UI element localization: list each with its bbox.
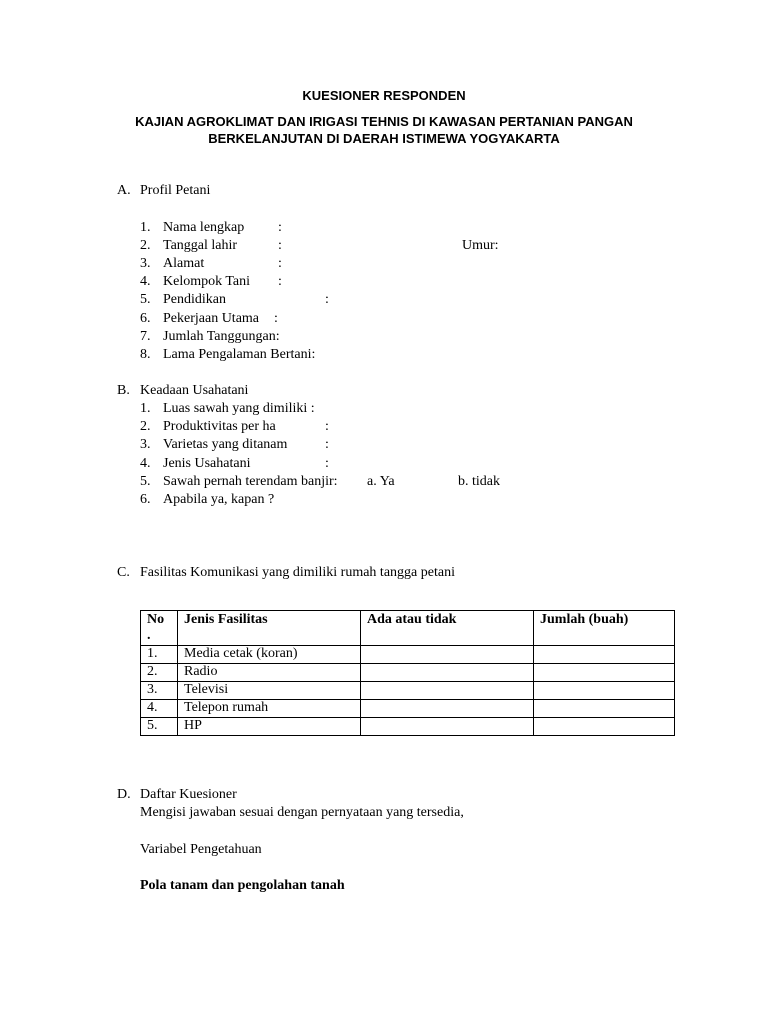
table-cell-no: 3. [141, 682, 178, 700]
list-item-number: 4. [140, 456, 151, 471]
table-cell-jumlah [534, 664, 675, 682]
field-label-jumlah-tanggungan: Jumlah Tanggungan: [163, 329, 280, 344]
field-colon: : [325, 419, 329, 434]
table-cell-ada [361, 664, 534, 682]
field-label-tanggal-lahir: Tanggal lahir [163, 238, 238, 253]
table-cell-ada [361, 682, 534, 700]
list-item-number: 1. [140, 220, 151, 235]
field-colon: : [278, 238, 282, 253]
field-label-produktivitas: Produktivitas per ha [163, 419, 276, 434]
field-colon: : [325, 437, 329, 452]
list-item-number: 6. [140, 311, 151, 326]
section-d-heading: Daftar Kuesioner [140, 787, 237, 802]
field-label-jenis-usahatani: Jenis Usahatani [163, 456, 251, 471]
table-cell-no: 4. [141, 700, 178, 718]
table-cell-jenis: Radio [178, 664, 361, 682]
list-item-number: 3. [140, 437, 151, 452]
table-cell-ada [361, 646, 534, 664]
list-item-number: 3. [140, 256, 151, 271]
list-item-number: 2. [140, 238, 151, 253]
field-colon: : [274, 311, 278, 326]
field-label-pekerjaan: Pekerjaan Utama [163, 311, 260, 326]
document-subtitle-line1: KAJIAN AGROKLIMAT DAN IRIGASI TEHNIS DI KAWASAN PERTANIAN PANGAN [135, 114, 633, 129]
document-title: KUESIONER RESPONDEN [302, 88, 466, 103]
document-subtitle-line2: BERKELANJUTAN DI DAERAH ISTIMEWA YOGYAKARTA [208, 131, 560, 146]
field-label-umur: Umur: [462, 238, 499, 253]
field-label-alamat: Alamat [163, 256, 205, 271]
section-c-letter: C. [117, 565, 130, 580]
table-cell-jumlah [534, 700, 675, 718]
field-colon: : [278, 220, 282, 235]
table-row [141, 646, 675, 664]
table-cell-jumlah [534, 718, 675, 736]
table-header-ada: Ada atau tidak [361, 611, 534, 646]
table-cell-no: 1. [141, 646, 178, 664]
field-label-banjir: Sawah pernah terendam banjir: [163, 474, 338, 489]
list-item-number: 4. [140, 274, 151, 289]
table-row [141, 682, 675, 700]
table-cell-jenis: Televisi [178, 682, 361, 700]
field-colon: : [325, 456, 329, 471]
table-row [141, 700, 675, 718]
list-item-number: 1. [140, 401, 151, 416]
facilities-table [140, 610, 675, 736]
list-item-number: 7. [140, 329, 151, 344]
section-a-heading: Profil Petani [140, 183, 211, 198]
table-cell-no: 2. [141, 664, 178, 682]
field-colon: : [278, 274, 282, 289]
field-label-nama: Nama lengkap [163, 220, 245, 235]
list-item-number: 8. [140, 347, 151, 362]
field-colon: : [325, 292, 329, 307]
table-header-jumlah: Jumlah (buah) [534, 611, 675, 646]
section-d-letter: D. [117, 787, 131, 802]
option-ya: a. Ya [367, 474, 395, 489]
table-cell-no: 5. [141, 718, 178, 736]
field-colon: : [278, 256, 282, 271]
field-label-kapan: Apabila ya, kapan ? [163, 492, 275, 507]
table-cell-jumlah [534, 646, 675, 664]
field-label-lama-pengalaman: Lama Pengalaman Bertani: [163, 347, 316, 362]
subsection-heading: Pola tanam dan pengolahan tanah [140, 878, 345, 893]
variable-label: Variabel Pengetahuan [140, 842, 262, 857]
section-c-heading: Fasilitas Komunikasi yang dimiliki rumah tangga petani [140, 565, 455, 580]
option-tidak: b. tidak [458, 474, 500, 489]
list-item-number: 2. [140, 419, 151, 434]
table-header-no: No . [141, 611, 178, 646]
list-item-number: 5. [140, 292, 151, 307]
list-item-number: 6. [140, 492, 151, 507]
table-cell-jumlah [534, 682, 675, 700]
field-label-luas-sawah: Luas sawah yang dimiliki : [163, 401, 315, 416]
table-cell-jenis: Media cetak (koran) [178, 646, 361, 664]
table-row [141, 718, 675, 736]
section-a-letter: A. [117, 183, 131, 198]
table-cell-ada [361, 718, 534, 736]
table-header-jenis: Jenis Fasilitas [178, 611, 361, 646]
table-cell-jenis: HP [178, 718, 361, 736]
table-row [141, 664, 675, 682]
section-d-instruction: Mengisi jawaban sesuai dengan pernyataan yang tersedia, [140, 805, 464, 820]
table-cell-ada [361, 700, 534, 718]
table-cell-jenis: Telepon rumah [178, 700, 361, 718]
field-label-kelompok-tani: Kelompok Tani [163, 274, 251, 289]
field-label-pendidikan: Pendidikan [163, 292, 226, 307]
table-header-row [141, 611, 675, 646]
list-item-number: 5. [140, 474, 151, 489]
section-b-letter: B. [117, 383, 130, 398]
section-b-heading: Keadaan Usahatani [140, 383, 249, 398]
field-label-varietas: Varietas yang ditanam [163, 437, 288, 452]
